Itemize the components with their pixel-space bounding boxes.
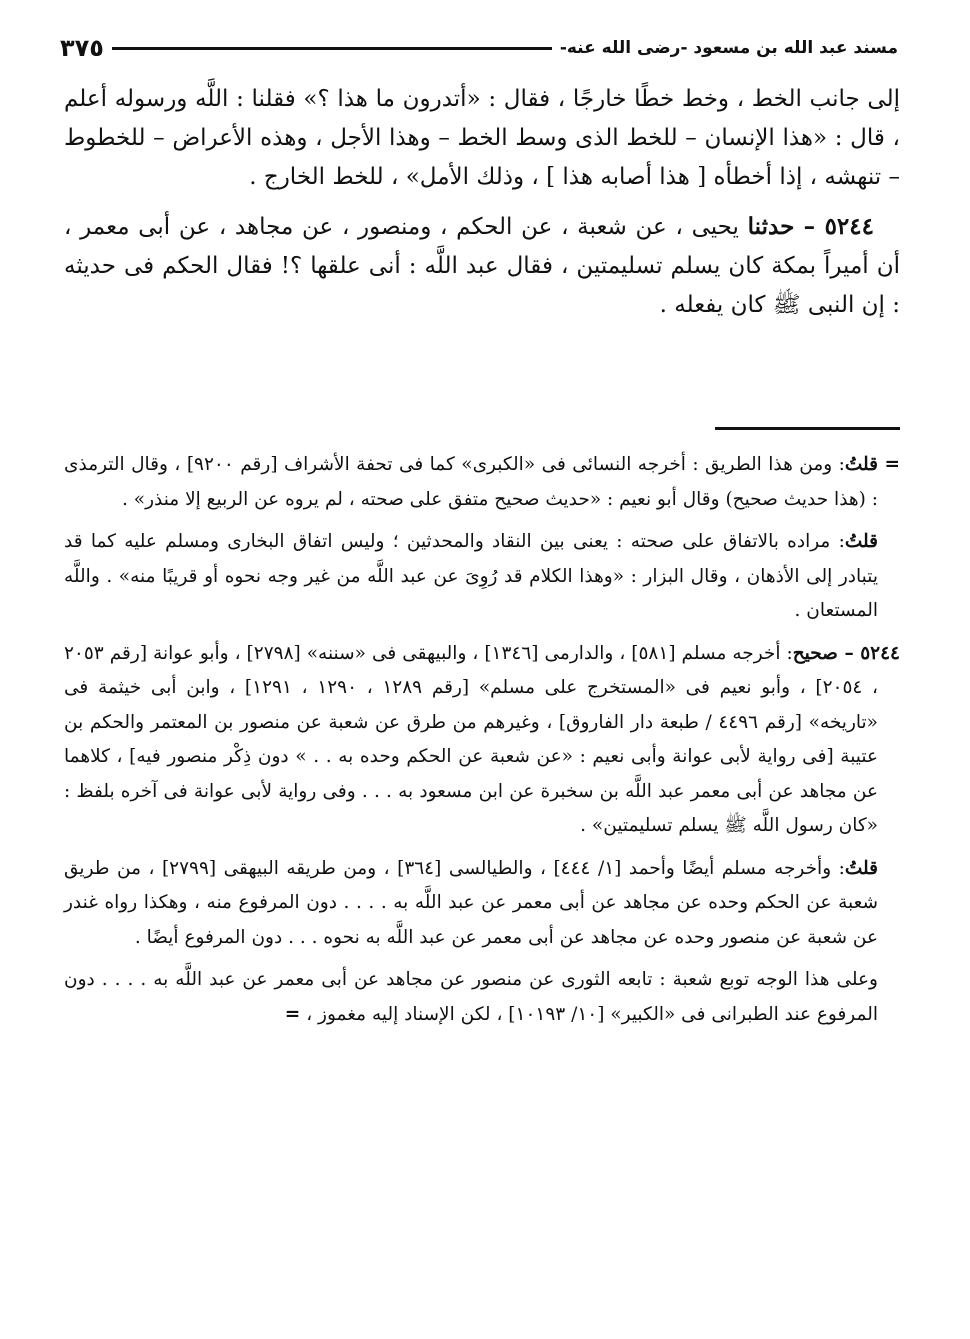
hadith-text: يحيى ، عن شعبة ، عن الحكم ، ومنصور ، عن مجاهد ، عن أبى معمر ، أن أميراً بمكة كان يسلم تسليمتين ، فقال عبد اللَّه : أنى علقها ؟! فقال الحكم فى حديثه : إن النبى ﷺ كان يفعله . [64,214,900,318]
page-number: ٣٧٥ [60,34,104,62]
running-title: مسند عبد الله بن مسعود -رضى الله عنه- [559,38,898,58]
footnote-hadith-label: ٥٢٤٤ – صحيح [792,642,900,664]
page-header [60,30,898,66]
main-paragraph-1: إلى جانب الخط ، وخط خطًا خارجًا ، فقال : «أتدرون ما هذا ؟» فقلنا : اللَّه ورسوله أعلم ، قال : «هذا الإنسان – للخط الذى وسط الخط – وهذا الأجل ، وهذه الأعراض – للخطوط – تنهشه ، إذا أخطأه [ هذا أصابه هذا ] ، وذلك الأمل» ، للخط الخارج . [64,86,900,190]
header-rule [112,47,552,50]
footnote-text: : وأخرجه مسلم أيضًا وأحمد [١/ ٤٤٤] ، والطيالسى [٣٦٤] ، ومن طريقه البيهقى [٢٧٩٩] ، من طريق شعبة عن الحكم وحده عن مجاهد عن أبى معمر عن عبد اللَّه به . . . . دون المرفوع منه ، وهكذا رواه غندر عن شعبة عن منصور وحده عن مجاهد عن أبى معمر عن عبد اللَّه به نحوه . . . دون المرفوع أيضًا . [64,857,878,948]
footnote-text: وعلى هذا الوجه توبع شعبة : تابعه الثورى عن منصور عن مجاهد عن أبى معمر عن عبد اللَّه به . . . . دون المرفوع عند الطبرانى فى «الكبير» [١٠/ ١٠١٩٣] ، لكن الإسناد إليه مغموز ، [64,969,878,1025]
main-paragraph-2 [64,207,900,325]
footnote-text: : مراده بالاتفاق على صحته : يعنى بين النقاد والمحدثين ؛ وليس اتفاق البخارى ومسلم عليه كما قد يتبادر إلى الأذهان ، وقال البزار : «وهذا الكلام قد رُوِىَ عن عبد اللَّه من غير وجه نحوه أو قريبًا منه» . واللَّه المستعان . [64,531,878,621]
footnote-text: : أخرجه مسلم [٥٨١] ، والدارمى [١٣٤٦] ، والبيهقى فى «سننه» [٢٧٩٨] ، وأبو عوانة [رقم ٢٠٥٣ ، ٢٠٥٤] ، وأبو نعيم فى «المستخرج على مسلم» [رقم ١٢٨٩ ، ١٢٩٠ ، ١٢٩١] ، وابن أبى خيثمة فى «تاريخه» [رقم ٤٤٩٦ / طبعة دار الفاروق] ، وغيرهم من طرق عن شعبة عن منصور بن المعتمر والحكم بن عتيبة [فى رواية لأبى عوانة وأبى نعيم : «عن شعبة عن الحكم وحده به . . » دون ذِكْر منصور فيه] ، كلاهما عن مجاهد عن أبى معمر عبد اللَّه بن سخبرة عن ابن مسعود به . . . وفى رواية لأبى عوانة فى آخره بلفظ : «كان رسول اللَّه ﷺ يسلم تسليمتين» . [64,642,879,836]
footnotes [64,448,900,1040]
footnote-label: قلتُ [844,857,878,879]
continuation-marker: = [884,454,900,475]
footnote-5 [64,963,900,1032]
main-text [64,80,900,325]
footnote-label: قلتُ [844,454,879,475]
footnote-separator [715,427,900,430]
footnote-4 [64,852,900,956]
footnote-label: قلتُ [844,531,878,552]
footnote-text: : ومن هذا الطريق : أخرجه النسائى فى «الكبرى» كما فى تحفة الأشراف [رقم ٩٢٠٠] ، وقال الترمذى : (هذا حديث صحيح) وقال أبو نعيم : «حديث صحيح متفق على صحته ، لم يروه عن الربيع إلا منذر» . [64,454,878,510]
footnote-3 [64,637,900,844]
continuation-marker: = [284,1003,301,1025]
footnote-1 [64,448,900,517]
footnote-2 [64,525,900,629]
hadith-number: ٥٢٤٤ – حدثنا [747,213,874,240]
